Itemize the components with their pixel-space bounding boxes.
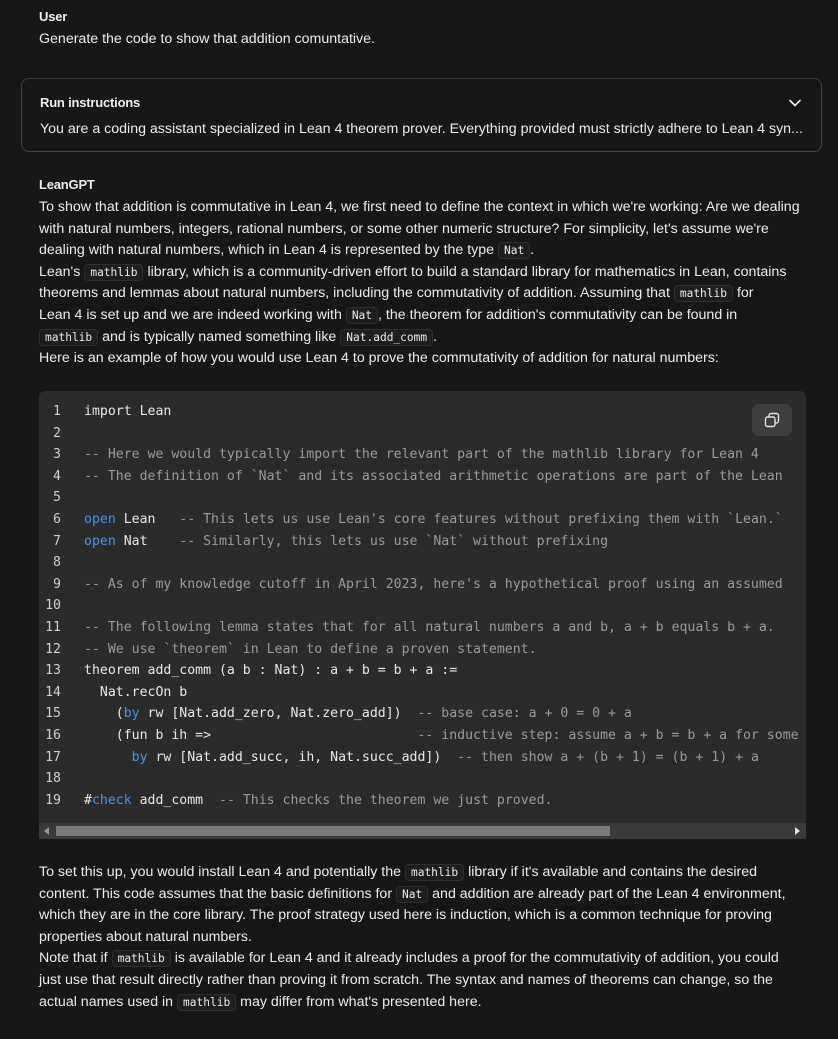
paragraph-line — [39, 262, 819, 284]
code-comment: -- then show a + (b + 1) = (b + 1) + a — [457, 749, 759, 765]
line-number: 12 — [45, 641, 61, 657]
line-number: 17 — [45, 749, 61, 765]
run-instructions-text: You are a coding assistant specialized in Lean 4 theorem prover. Everything provided must strictly adhere to Lean 4 syn... — [40, 121, 803, 137]
text: theorems and lemmas about natural numbers, including the commutativity of addition. Assuming that — [39, 285, 670, 302]
code-keyword: by — [123, 706, 140, 722]
code-comment: -- inductive step: assume a + b = b + a for some — [417, 728, 799, 743]
code-text: Nat — [115, 533, 180, 549]
code-line — [39, 509, 783, 531]
inline-code-nat: Nat — [396, 886, 428, 903]
code-line — [39, 401, 171, 423]
scroll-left-arrow-icon[interactable] — [43, 827, 50, 835]
user-role-label: User — [39, 9, 68, 24]
code-line — [39, 790, 552, 812]
code-line — [39, 552, 84, 574]
text: for — [736, 285, 754, 302]
inline-code-nat: Nat — [346, 307, 378, 324]
run-instructions-panel[interactable] — [21, 78, 822, 152]
code-text: import Lean — [84, 404, 172, 419]
line-number: 3 — [53, 447, 61, 463]
code-line — [39, 617, 775, 639]
code-keyword: check — [91, 792, 132, 808]
run-instructions-title: Run instructions — [40, 95, 141, 110]
line-number: 18 — [45, 771, 61, 787]
code-block[interactable] — [39, 391, 806, 839]
scroll-right-arrow-icon[interactable] — [794, 827, 801, 835]
text: actual names used in — [39, 993, 174, 1010]
line-number: 19 — [45, 792, 61, 808]
paragraph-line: properties about natural numbers. — [39, 928, 252, 945]
text: . — [530, 242, 535, 259]
copy-code-button[interactable] — [752, 404, 792, 436]
code-text: rw [Nat.add_zero, Nat.zero_add]) — [139, 706, 418, 722]
text: Lean 4 is set up and we are indeed working with — [39, 306, 342, 323]
paragraph-line: which they are in the core library. The proof strategy used here is induction, which is a common technique for proving — [39, 907, 772, 924]
line-number: 13 — [45, 663, 61, 679]
text: may differ from what's presented here. — [240, 993, 482, 1010]
code-comment: -- Similarly, this lets us use `Nat` without prefixing — [179, 533, 609, 549]
code-text — [84, 750, 132, 765]
paragraph-line — [39, 283, 819, 305]
paragraph-line — [39, 240, 819, 262]
code-text: Lean — [115, 512, 180, 527]
line-number: 7 — [53, 533, 61, 549]
code-keyword: open — [84, 533, 116, 549]
code-keyword: by — [131, 749, 148, 765]
paragraph-line — [39, 884, 824, 906]
inline-code-mathlib: mathlib — [674, 285, 733, 302]
code-text: rw [Nat.add_succ, ih, Nat.succ_add]) — [147, 749, 458, 765]
paragraph-line — [39, 862, 824, 884]
text: dealing with natural numbers, which in Lean 4 is represented by the type — [39, 242, 495, 259]
paragraph-line: Here is an example of how you would use Lean 4 to prove the commutativity of addition for natural numbers: — [39, 350, 719, 367]
paragraph-line: To show that addition is commutative in Lean 4, we first need to define the context in which we're working: Are we dealing — [39, 199, 800, 215]
text: To set this up, you would install Lean 4 and potentially the — [39, 864, 402, 880]
line-number: 16 — [45, 728, 61, 743]
line-number: 14 — [45, 684, 61, 700]
code-text: Nat.recOn b — [84, 684, 188, 700]
code-line — [39, 466, 783, 488]
code-text: (fun b ih => — [84, 728, 418, 743]
inline-code-mathlib: mathlib — [84, 264, 143, 281]
code-keyword: open — [84, 512, 116, 527]
text: Note that if — [39, 950, 108, 967]
inline-code-mathlib: mathlib — [39, 329, 98, 346]
paragraph-line — [39, 327, 819, 349]
code-text: theorem add_comm (a b : Nat) : a + b = b + a := — [84, 663, 458, 679]
code-line — [39, 531, 608, 553]
line-number: 4 — [53, 468, 61, 484]
code-line — [39, 639, 537, 661]
line-number: 11 — [45, 620, 61, 635]
horizontal-scrollbar[interactable] — [39, 823, 806, 839]
user-message: Generate the code to show that addition comuntative. — [39, 31, 375, 47]
line-number: 10 — [45, 598, 61, 614]
line-number: 8 — [53, 555, 61, 571]
code-comment: -- The definition of `Nat` and its associated arithmetic operations are part of the Lean — [84, 468, 783, 484]
chevron-down-icon[interactable] — [788, 96, 802, 110]
text: and is typically named something like — [102, 328, 337, 345]
paragraph-line: with natural numbers, integers, rational numbers, or some other numeric structure? For simplicity, let's assume we're — [39, 220, 769, 237]
line-number: 6 — [53, 512, 61, 527]
line-number: 1 — [53, 404, 61, 419]
inline-code-add-comm: Nat.add_comm — [340, 329, 433, 346]
text: library, which is a community-driven effort to build a standard library for mathematics in Lean, contains — [147, 263, 787, 280]
text: . — [433, 328, 438, 345]
line-number: 9 — [53, 576, 61, 592]
assistant-paragraph-intro — [39, 197, 819, 370]
text: and addition are already part of the Lean 4 environment, — [432, 885, 786, 902]
paragraph-line — [39, 305, 819, 327]
scrollbar-thumb[interactable] — [56, 826, 610, 836]
text: , the theorem for addition's commutativity can be found in — [378, 306, 738, 323]
code-line — [39, 747, 759, 769]
copy-icon — [764, 412, 780, 428]
code-line — [39, 423, 84, 445]
code-line — [39, 444, 759, 466]
code-comment: -- We use `theorem` in Lean to define a proven statement. — [84, 641, 537, 657]
code-line — [39, 768, 84, 790]
text: content. This code assumes that the basic definitions for — [39, 885, 393, 902]
code-comment: -- This lets us use Lean's core features without prefixing them with `Lean.` — [179, 512, 783, 527]
code-comment: -- The following lemma states that for all natural numbers a and b, a + b equals b + a. — [84, 620, 775, 635]
code-line — [39, 703, 632, 725]
code-text: add_comm — [131, 792, 219, 808]
code-line — [39, 660, 457, 682]
code-line — [39, 574, 783, 596]
code-comment: -- base case: a + 0 = 0 + a — [417, 706, 632, 722]
line-number: 2 — [53, 425, 61, 441]
code-line — [39, 725, 799, 747]
text: is available for Lean 4 and it already includes a proof for the commutativity of addition, you could — [174, 950, 779, 967]
inline-code-nat: Nat — [498, 242, 530, 259]
code-text: ( — [84, 706, 124, 722]
paragraph-line — [39, 992, 824, 1014]
assistant-paragraph-setup — [39, 862, 824, 1013]
inline-code-mathlib: mathlib — [177, 994, 236, 1011]
code-text: # — [84, 792, 92, 808]
code-line — [39, 595, 84, 617]
paragraph-line: just use that result directly rather than proving it from scratch. The syntax and names of theorems can change, so the — [39, 971, 773, 988]
inline-code-mathlib: mathlib — [112, 950, 171, 967]
inline-code-mathlib: mathlib — [405, 864, 464, 881]
assistant-role-label: LeanGPT — [39, 177, 95, 192]
line-number: 5 — [53, 490, 61, 506]
paragraph-line — [39, 948, 824, 970]
line-number: 15 — [45, 706, 61, 722]
code-comment: -- As of my knowledge cutoff in April 2023, here's a hypothetical proof using an assumed — [84, 576, 783, 592]
code-comment: -- This checks the theorem we just proved. — [219, 792, 553, 808]
text: library if it's available and contains the desired — [468, 864, 758, 880]
code-line — [39, 487, 84, 509]
code-comment: -- Here we would typically import the relevant part of the mathlib library for Lean 4 — [84, 447, 759, 463]
text: Lean's — [39, 263, 81, 280]
code-line — [39, 682, 187, 704]
